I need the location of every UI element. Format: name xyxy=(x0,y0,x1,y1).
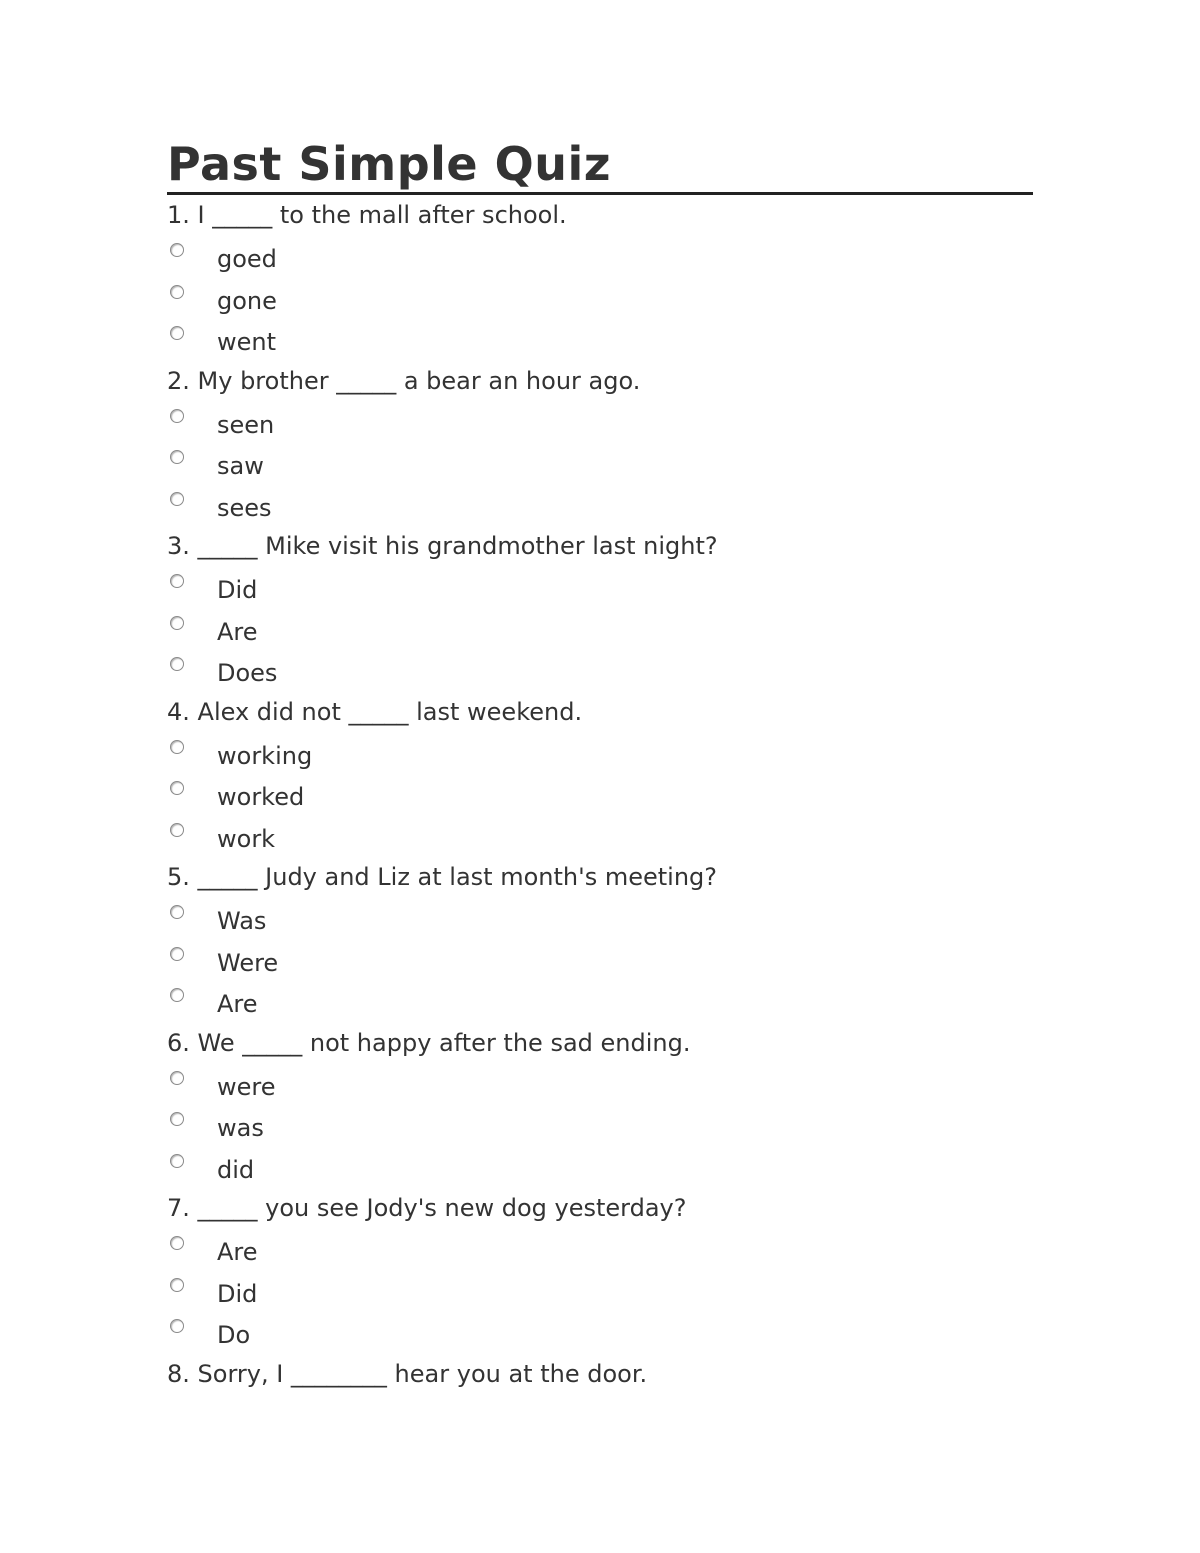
radio-button[interactable] xyxy=(170,1319,184,1333)
option-label: worked xyxy=(217,783,305,811)
question-block xyxy=(167,1188,1033,1354)
answer-option[interactable] xyxy=(167,402,1033,444)
answer-option[interactable] xyxy=(167,733,1033,775)
question-text: 7. _____ you see Jody's new dog yesterday? xyxy=(167,1194,687,1222)
radio-button[interactable] xyxy=(170,616,184,630)
radio-button[interactable] xyxy=(170,947,184,961)
radio-button[interactable] xyxy=(170,1071,184,1085)
option-label: Did xyxy=(217,1279,258,1308)
option-label: went xyxy=(217,328,277,356)
answer-option[interactable] xyxy=(167,981,1033,1023)
option-label: Do xyxy=(217,1321,251,1349)
radio-button[interactable] xyxy=(170,781,184,795)
option-label: Are xyxy=(217,617,258,646)
option-label: Are xyxy=(217,1238,258,1266)
answer-option[interactable] xyxy=(167,940,1033,982)
answer-option[interactable] xyxy=(167,1064,1033,1106)
radio-button[interactable] xyxy=(170,1278,184,1292)
question-block xyxy=(167,1023,1033,1189)
radio-button[interactable] xyxy=(170,326,184,340)
question-block xyxy=(167,857,1033,1023)
answer-option[interactable] xyxy=(167,236,1033,278)
answer-option[interactable] xyxy=(167,319,1033,361)
answer-option[interactable] xyxy=(167,1105,1033,1147)
radio-button[interactable] xyxy=(170,740,184,754)
answer-option[interactable] xyxy=(167,485,1033,527)
radio-button[interactable] xyxy=(170,574,184,588)
option-label: sees xyxy=(217,493,272,522)
option-label: Was xyxy=(217,907,267,935)
answer-option[interactable] xyxy=(167,774,1033,816)
option-label: were xyxy=(217,1072,276,1101)
radio-button[interactable] xyxy=(170,1236,184,1250)
question-text: 1. I _____ to the mall after school. xyxy=(167,201,567,229)
answer-option[interactable] xyxy=(167,1147,1033,1189)
radio-button[interactable] xyxy=(170,823,184,837)
option-label: was xyxy=(217,1114,264,1142)
question-block xyxy=(167,1354,1033,1395)
option-label: work xyxy=(217,824,276,853)
option-label: saw xyxy=(217,452,264,480)
question-text: 2. My brother _____ a bear an hour ago. xyxy=(167,366,641,395)
question-block xyxy=(167,692,1033,858)
answer-option[interactable] xyxy=(167,1271,1033,1313)
radio-button[interactable] xyxy=(170,243,184,257)
option-label: Are xyxy=(217,990,258,1018)
radio-button[interactable] xyxy=(170,450,184,464)
quiz-page xyxy=(167,136,1033,1395)
answer-option[interactable] xyxy=(167,816,1033,858)
radio-button[interactable] xyxy=(170,1112,184,1126)
option-label: seen xyxy=(217,410,275,439)
option-label: working xyxy=(217,741,313,770)
answer-option[interactable] xyxy=(167,278,1033,320)
option-label: Did xyxy=(217,576,258,604)
radio-button[interactable] xyxy=(170,409,184,423)
option-label: did xyxy=(217,1155,255,1184)
page-title: Past Simple Quiz xyxy=(167,136,1033,195)
answer-option[interactable] xyxy=(167,1229,1033,1271)
radio-button[interactable] xyxy=(170,285,184,299)
answer-option[interactable] xyxy=(167,609,1033,651)
answer-option[interactable] xyxy=(167,567,1033,609)
question-text: 8. Sorry, I ________ hear you at the door. xyxy=(167,1359,648,1388)
radio-button[interactable] xyxy=(170,988,184,1002)
radio-button[interactable] xyxy=(170,905,184,919)
radio-button[interactable] xyxy=(170,1154,184,1168)
option-label: Does xyxy=(217,659,278,687)
option-label: gone xyxy=(217,286,277,315)
question-block xyxy=(167,195,1033,361)
option-label: goed xyxy=(217,245,277,273)
option-label: Were xyxy=(217,948,279,977)
question-text: 4. Alex did not _____ last weekend. xyxy=(167,697,583,726)
question-block xyxy=(167,361,1033,527)
answer-option[interactable] xyxy=(167,650,1033,692)
answer-option[interactable] xyxy=(167,443,1033,485)
question-list xyxy=(167,195,1033,1395)
question-block xyxy=(167,526,1033,692)
answer-option[interactable] xyxy=(167,1312,1033,1354)
radio-button[interactable] xyxy=(170,492,184,506)
question-text: 3. _____ Mike visit his grandmother last night? xyxy=(167,532,718,560)
question-text: 6. We _____ not happy after the sad ending. xyxy=(167,1028,691,1057)
answer-option[interactable] xyxy=(167,898,1033,940)
radio-button[interactable] xyxy=(170,657,184,671)
question-text: 5. _____ Judy and Liz at last month's meeting? xyxy=(167,863,718,891)
